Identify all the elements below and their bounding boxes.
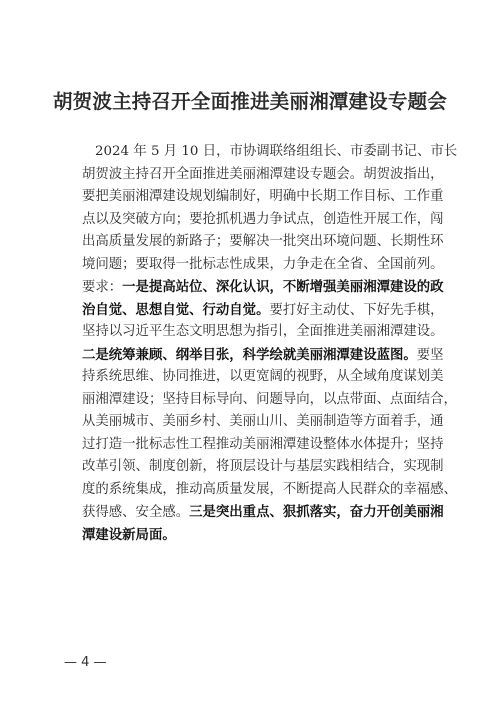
text-segment: 从美丽城市、美丽乡村、美丽山川、美丽制造等方面着手，通	[82, 414, 444, 429]
text-segment: 持系统思维、协同推进，以更宽阔的视野，从全域角度谋划美	[82, 369, 444, 384]
bold-text-segment: 一是提高站位、深化认识，不断增强美丽湘潭建设的政	[122, 279, 444, 295]
page-number: — 4 —	[64, 655, 107, 670]
text-line	[82, 501, 444, 524]
text-line	[82, 231, 444, 254]
text-segment: 点以及突破方向；要抢抓机遇力争试点，创造性开展工作，闯	[82, 211, 444, 227]
text-line	[82, 321, 444, 344]
text-segment: 度的系统集成，推动高质量发展，不断提高人民群众的幸福感、	[82, 481, 457, 497]
text-line	[82, 186, 444, 209]
text-line	[82, 366, 444, 389]
bold-text-segment: 治自觉、思想自觉、行动自觉。	[82, 301, 270, 318]
text-segment: 出高质量发展的新路子；要解决一批突出环境问题、长期性环	[82, 234, 444, 249]
text-line	[82, 411, 444, 434]
text-line	[82, 254, 444, 277]
bold-text-segment: 二是统筹兼顾、纲举目张，科学绘就美丽湘潭建设蓝图。	[82, 346, 417, 363]
page-title: 胡贺波主持召开全面推进美丽湘潭建设专题会	[52, 90, 447, 113]
text-segment: 要坚	[416, 347, 444, 363]
text-segment: 胡贺波主持召开全面推进美丽湘潭建设专题会。胡贺波指出，	[82, 166, 444, 182]
bold-text-segment: 三是突出重点、狠抓落实，奋力开创美丽湘	[189, 504, 444, 520]
text-segment: 要打好主动仗、下好先手棋，	[269, 302, 444, 318]
text-line	[82, 344, 444, 367]
text-segment: 坚持以习近平生态文明思想为指引，全面推进美丽湘潭建设。	[82, 324, 444, 339]
text-line	[82, 141, 458, 164]
article-body	[82, 141, 458, 546]
text-line	[82, 456, 444, 479]
text-line	[82, 434, 444, 457]
text-segment: 获得感、安全感。	[82, 505, 190, 520]
text-line	[82, 276, 444, 299]
text-line	[82, 164, 444, 187]
text-segment: 要把美丽湘潭建设规划编制好，明确中长期工作目标、工作重	[82, 189, 444, 204]
text-line	[82, 389, 457, 412]
text-line	[82, 209, 444, 232]
text-segment: 要求：	[82, 280, 123, 295]
text-segment: 过打造一批标志性工程推动美丽湘潭建设整体水体提升；坚持	[82, 436, 444, 452]
text-segment: 改革引领、制度创新，将顶层设计与基层实践相结合，实现制	[82, 459, 444, 474]
text-segment: 丽湘潭建设；坚持目标导向、问题导向，以点带面、点面结合，	[82, 391, 457, 407]
text-line	[82, 479, 457, 502]
text-line	[82, 299, 444, 322]
bold-text-segment: 潭建设新局面。	[82, 526, 176, 543]
text-segment: 境问题；要取得一批标志性成果，力争走在全省、全国前列。	[82, 256, 444, 272]
text-line	[82, 524, 422, 547]
text-segment: 2024 年 5 月 10 日，市协调联络组组长、市委副书记、市长	[95, 144, 458, 159]
